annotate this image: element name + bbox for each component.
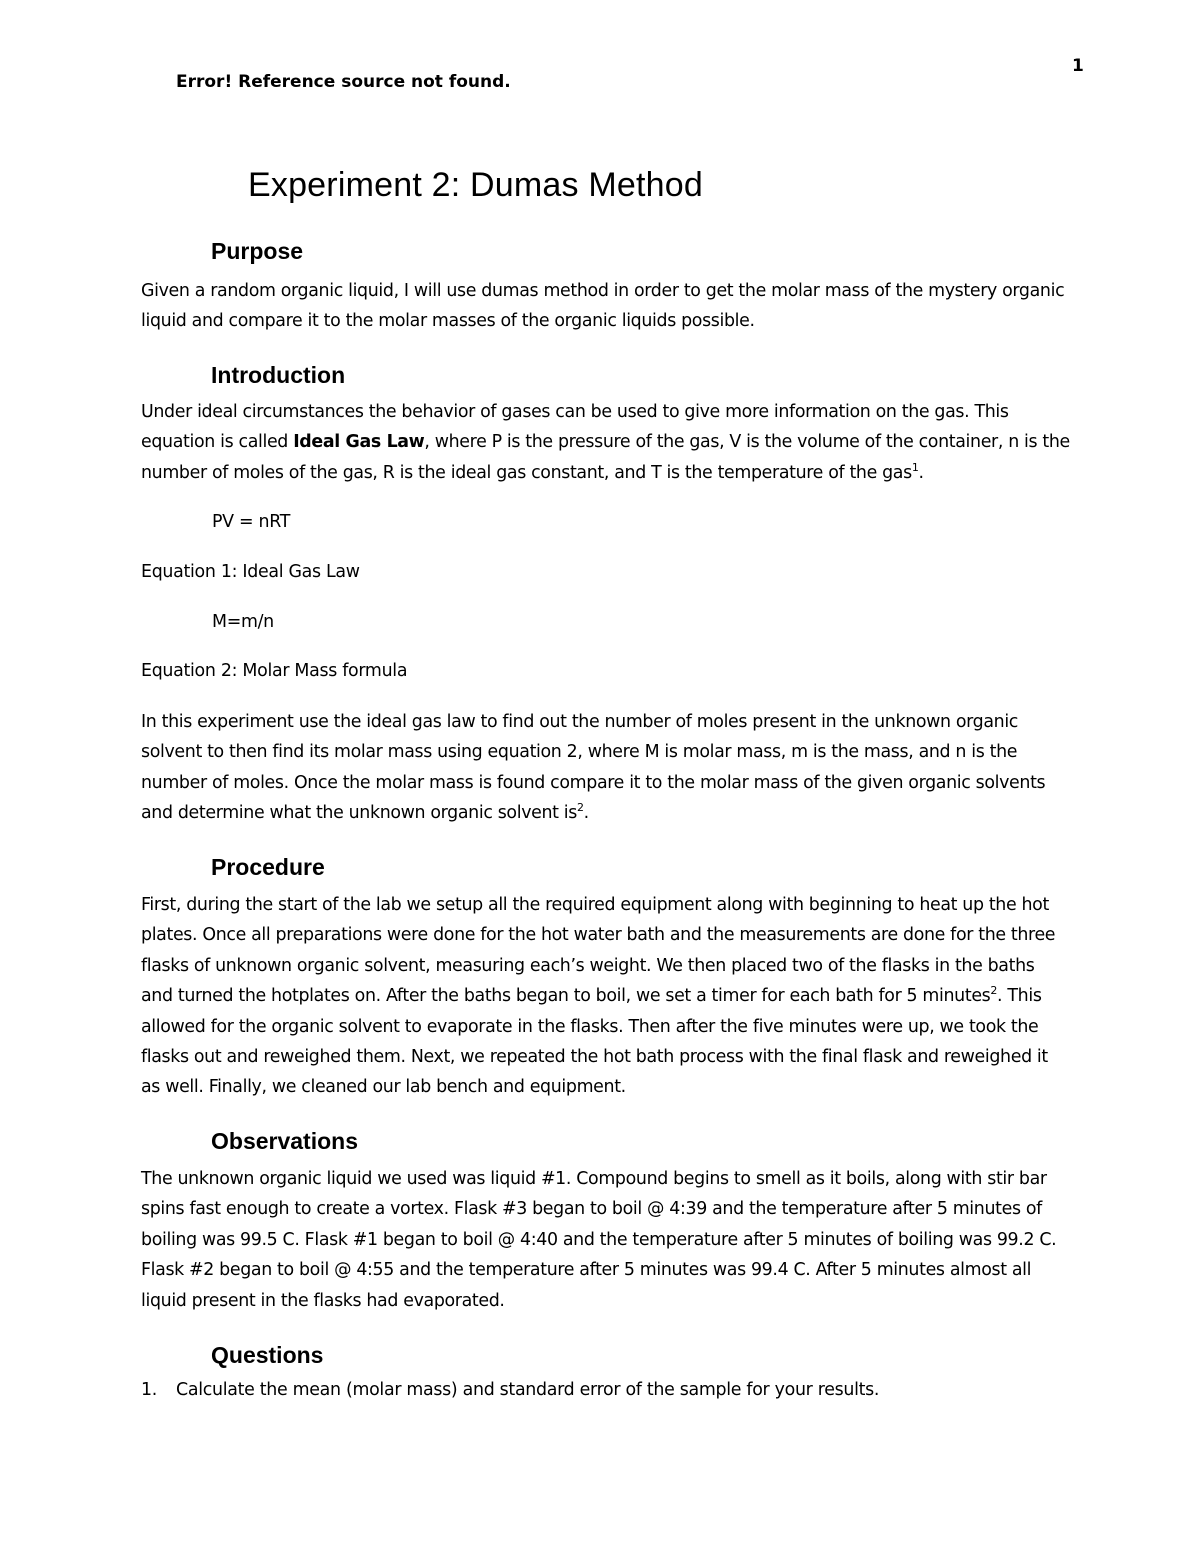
procedure-text <box>141 890 1071 1103</box>
question-item-1 <box>141 1380 879 1400</box>
observations-paragraph <box>141 1164 1071 1316</box>
introduction-text-1 <box>141 397 1071 488</box>
procedure-heading: Procedure <box>211 854 325 880</box>
intro-text-after-bold: , where P is the pressure of the gas, V is the volume of the container, n is the number of moles of the gas, R is the ideal gas constant, and T is the temperature of the gas <box>141 432 1070 483</box>
page-number: 1 <box>1072 56 1084 76</box>
observations-text: The unknown organic liquid we used was liquid #1. Compound begins to smell as it boils, along with stir bar spins fast enough to create a vortex. Flask #3 began to boil @ 4:39 and the temperature after 5 minutes of boiling was 99.5 C. Flask #1 began to boil @ 4:40 and the temperature after 5 minutes of boiling was 99.2 C. Flask #2 began to boil @ 4:55 and the temperature after 5 minutes was 99.4 C. After 5 minutes almost all liquid present in the flasks had evaporated. <box>141 1169 1057 1311</box>
footnote-ref-1: 1 <box>911 461 919 475</box>
introduction-paragraph-2 <box>141 707 1071 829</box>
footnote-ref-2: 2 <box>577 801 584 815</box>
intro-text-2: In this experiment use the ideal gas law to find out the number of moles present in the unknown organic solvent to then find its molar mass using equation 2, where M is molar mass, m is the mass, and n is the number of moles. Once the molar mass is found compare it to the molar mass of the given organic solvents and determine what the unknown organic solvent is <box>141 712 1046 824</box>
equation-2-caption: Equation 2: Molar Mass formula <box>141 661 408 681</box>
question-text: Calculate the mean (molar mass) and standard error of the sample for your results. <box>176 1380 880 1400</box>
intro-end-2: . <box>583 803 589 824</box>
purpose-paragraph <box>141 276 1071 337</box>
intro-end-1: . <box>918 462 924 483</box>
ideal-gas-law-term: Ideal Gas Law <box>293 432 425 453</box>
equation-1-caption: Equation 1: Ideal Gas Law <box>141 562 360 582</box>
procedure-text-1: First, during the start of the lab we setup all the required equipment along with beginning to heat up the hot plates. Once all preparations were done for the hot water bath and the measurements are done for the three flasks of unknown organic solvent, measuring each’s weight. We then placed two of the flasks in the baths and turned the hotplates on. After the baths began to boil, we set a timer for each bath for 5 minutes <box>141 895 1056 1007</box>
purpose-heading: Purpose <box>211 238 304 264</box>
footnote-ref-procedure: 2 <box>990 984 998 998</box>
document-title: Experiment 2: Dumas Method <box>248 166 703 204</box>
equation-1: PV = nRT <box>212 512 291 532</box>
introduction-text-2 <box>141 707 1071 829</box>
header-reference-error: Error! Reference source not found. <box>176 72 511 92</box>
procedure-paragraph <box>141 890 1071 1103</box>
observations-heading: Observations <box>211 1128 358 1154</box>
equation-2: M=m/n <box>212 612 274 632</box>
introduction-heading: Introduction <box>211 362 346 388</box>
procedure-text-2: . This allowed for the organic solvent to evaporate in the flasks. Then after the five minutes were up, we took the flasks out and reweighed them. Next, we repeated the hot bath process with the final flask and reweighed it as well. Finally, we cleaned our lab bench and equipment. <box>141 986 1048 1098</box>
intro-text-before-bold: Under ideal circumstances the behavior of gases can be used to give more information on the gas. This equation is called <box>141 402 1009 453</box>
question-number: 1. <box>141 1380 157 1400</box>
purpose-text: Given a random organic liquid, I will use dumas method in order to get the molar mass of the mystery organic liquid and compare it to the molar masses of the organic liquids possible. <box>141 281 1065 332</box>
questions-heading: Questions <box>211 1342 324 1368</box>
introduction-paragraph-1 <box>141 397 1071 488</box>
